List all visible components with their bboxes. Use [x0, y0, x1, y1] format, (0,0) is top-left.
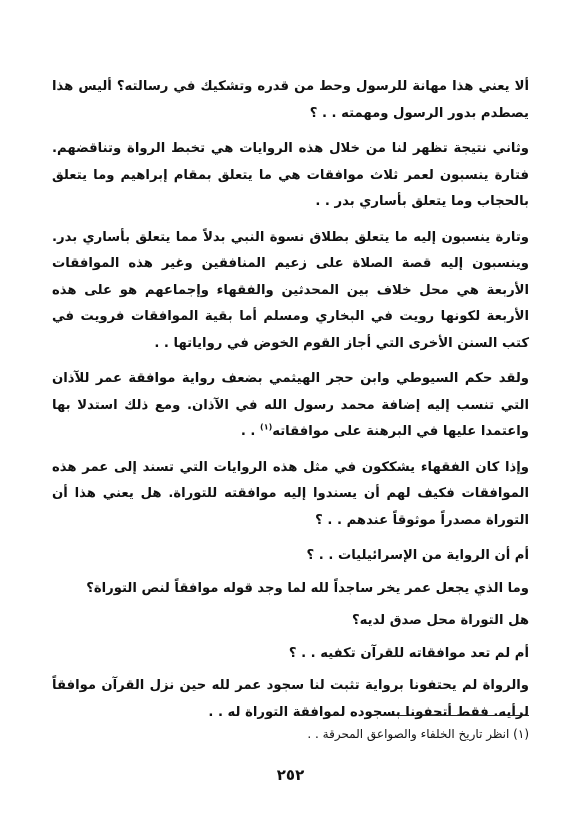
paragraph-6: أم أن الرواية من الإسرائيليات . . ؟ [306, 548, 529, 563]
body-text [52, 74, 529, 735]
paragraph-9: أم لم تعد موافقاته للقرآن تكفيه . . ؟ [288, 645, 529, 661]
paragraph-4-text: ولقد حكم السيوطي وابن حجر الهيثمي بضعف رواية موافقة عمر للآذان التي تنسب إليه إضافة محمد رسول الله في الآذان. ومع ذلك استدلا بها واعتمدا عليها في البرهنة على موافقاته [52, 371, 529, 439]
footnote-divider [389, 715, 529, 716]
paragraph-7: وما الذي يجعل عمر يخر ساجداً لله لما وجد قوله موافقاً لنص التوراة؟ [86, 580, 529, 596]
paragraph-8: هل التوراة محل صدق لديه؟ [351, 613, 529, 628]
paragraph-4 [52, 366, 529, 446]
page-number: ٢٥٢ [276, 766, 305, 784]
paragraph-3: وتارة ينسبون إليه ما يتعلق بطلاق نسوة النبي بدلاً مما يتعلق بأساري بدر. وينسبون إليه قصة الصلاة على زعيم المنافقين وغير هذه الموافقات الأربعة هي محل خلاف بين المحدثين والفقهاء وإجماعهم هو على هذه الأربعة لكونها رويت في البخاري ومسلم أما بقية الموافقات فرويت في كتب السنن الأخرى التي أجاز القوم الخوض في رواياتها . . [52, 229, 529, 351]
paragraph-10: والرواة لم يحتفونا برواية تثبت لنا سجود عمر لله حين نزل القرآن موافقاً لرأيه. فقط أتحفونا بسجوده لموافقة التوراة له . . [52, 678, 529, 720]
paragraph-4-trail: . . [240, 424, 261, 439]
paragraph-2: وثاني نتيجة تظهر لنا من خلال هذه الروايات هي تخبط الرواة وتناقضهم. فتارة ينسبون لعمر ثلاث موافقات هي ما يتعلق بمقام إبراهيم وما يتعلق بالحجاب وما يتعلق بأساري بدر . . [52, 141, 529, 209]
footnote: (١) انظر تاريخ الخلفاء والصواعق المحرقة . . [307, 727, 529, 741]
paragraph-5: وإذا كان الفقهاء يشككون في مثل هذه الروايات التي تسند إلى عمر هذه الموافقات فكيف لهم أن يسندوا إليه موافقته للتوراة. هل يعني هذا أن التوراة مصدراً موثوقاً عندهم . . ؟ [52, 459, 529, 528]
footnote-reference[interactable]: (١) [260, 422, 273, 432]
paragraph-1: ألا يعني هذا مهانة للرسول وحط من قدره وتشكيك في رسالته؟ أليس هذا يصطدم بدور الرسول ومهمته . . ؟ [52, 79, 529, 121]
